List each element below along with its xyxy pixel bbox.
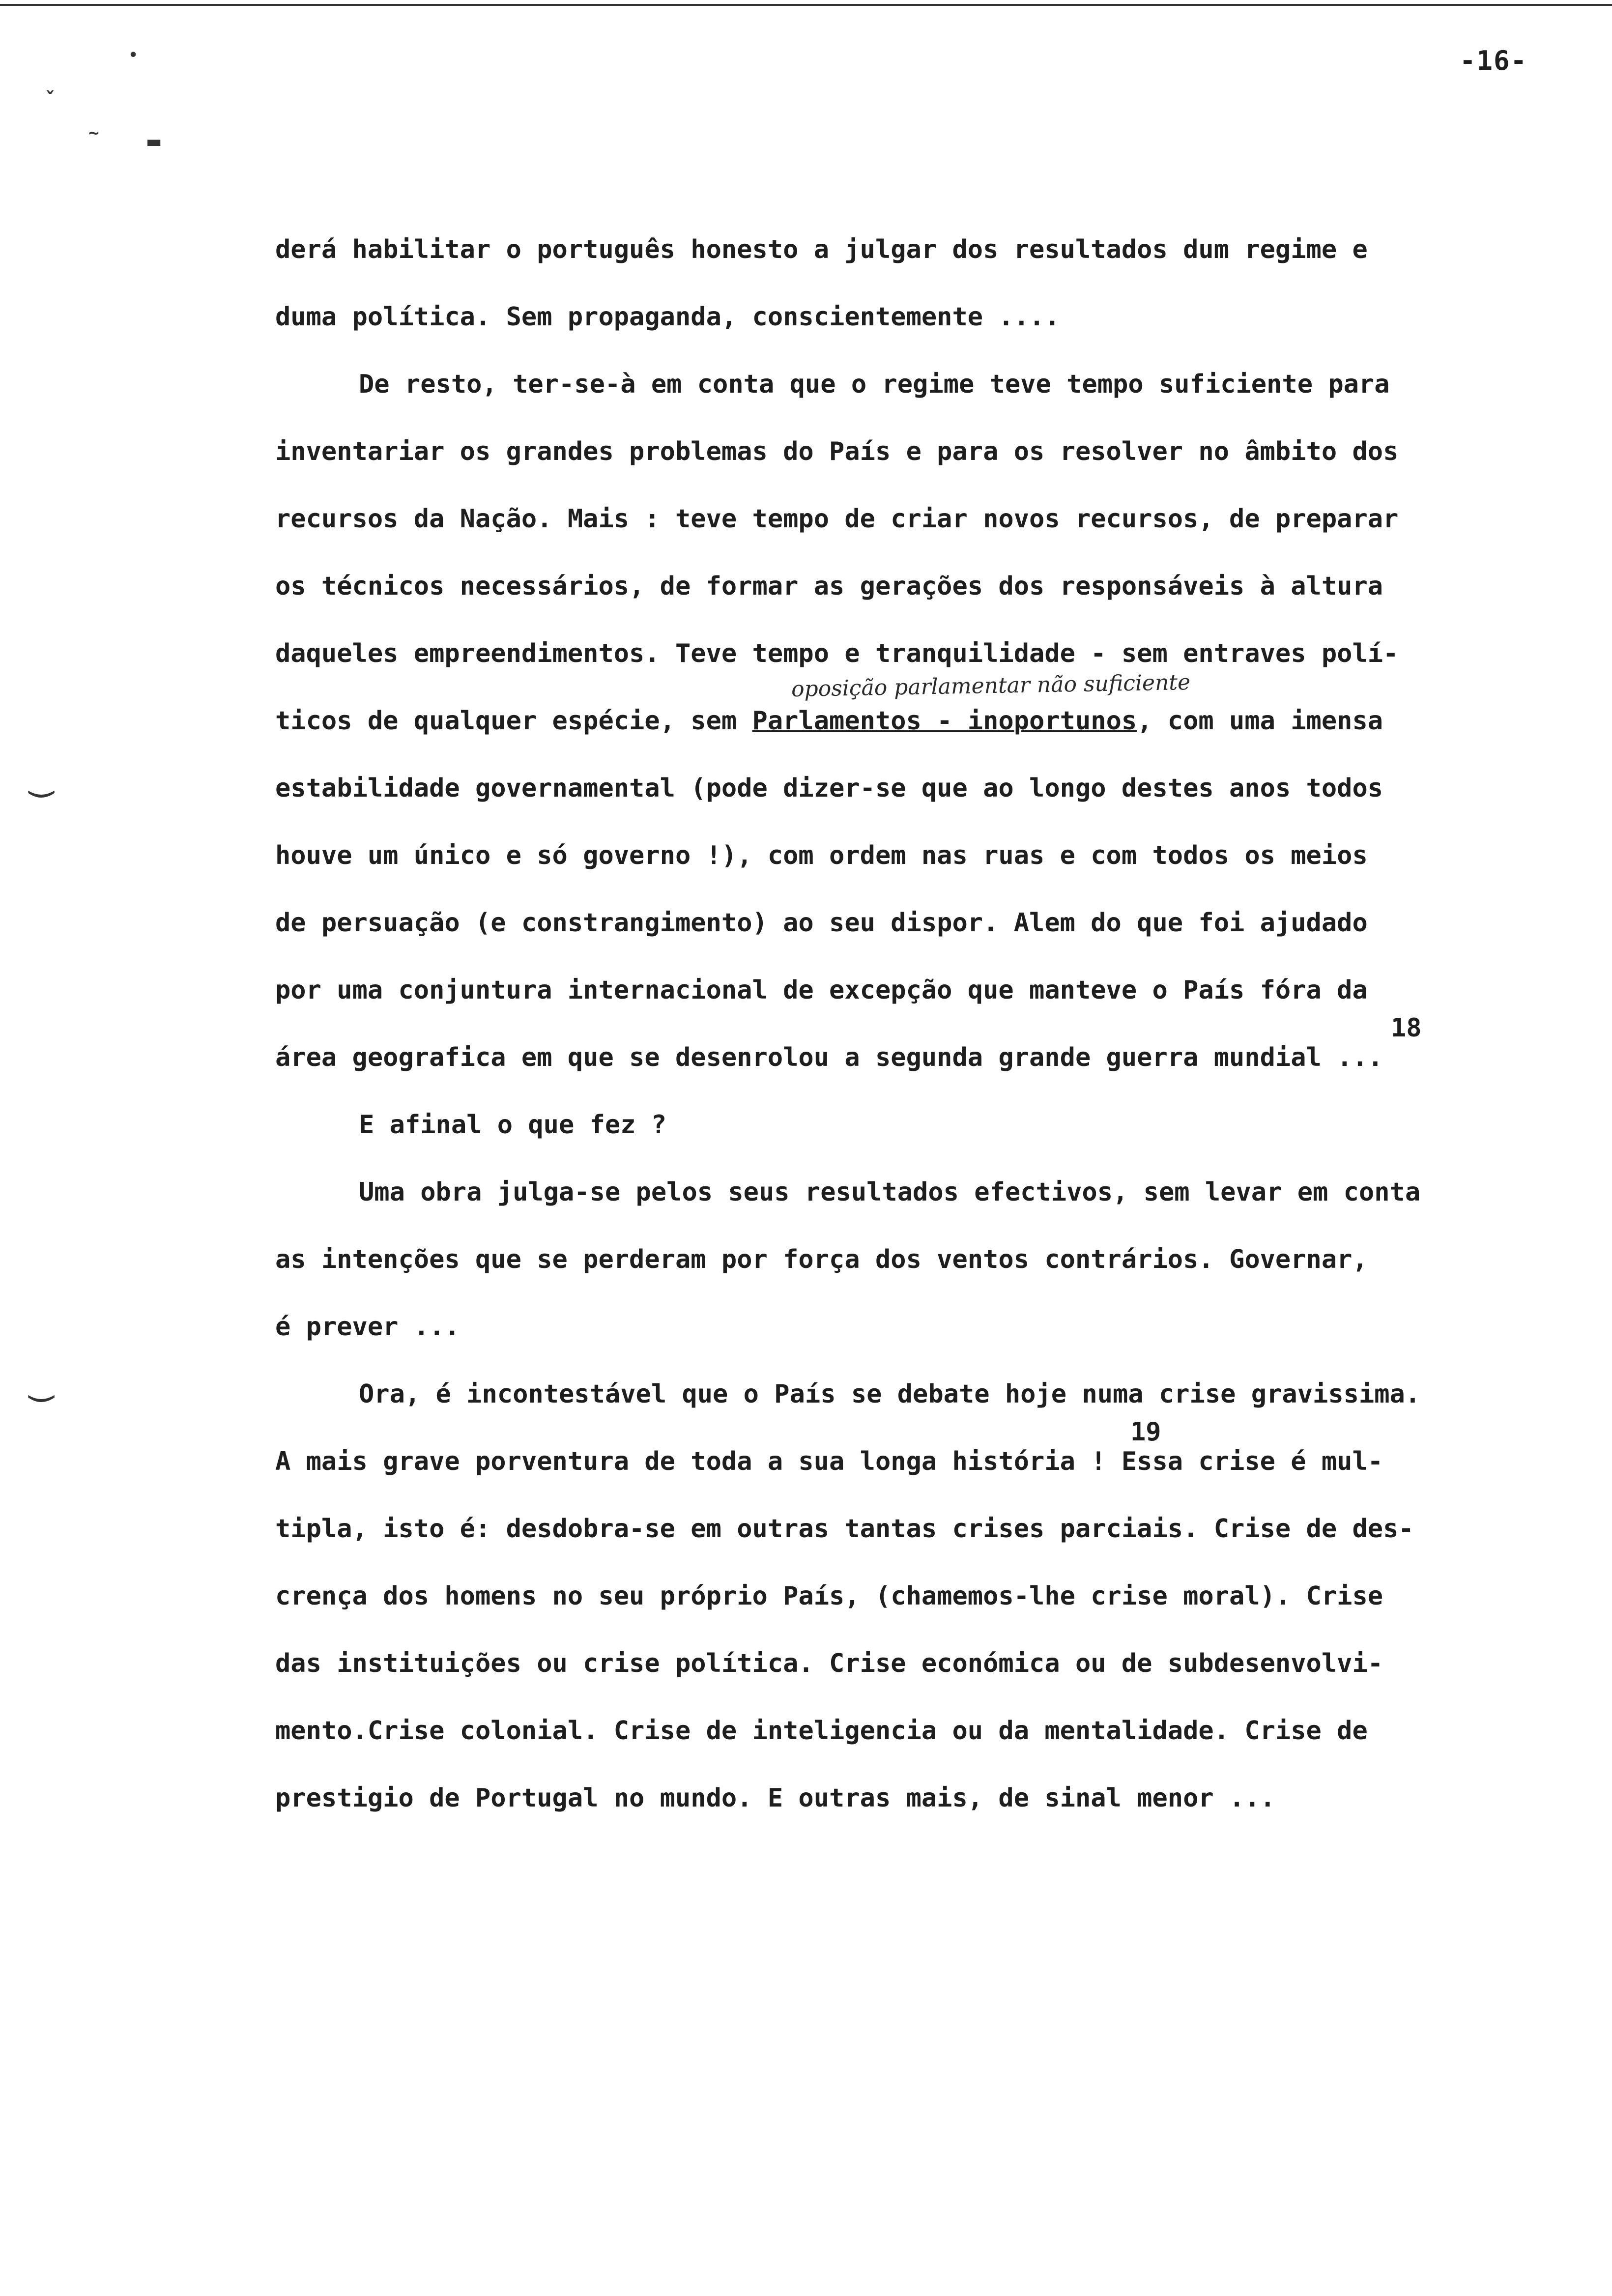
text-segment: ticos de qualquer espécie, sem <box>275 706 752 736</box>
page-number: -16- <box>1460 45 1528 76</box>
text-line: duma política. Sem propaganda, conscientemente .... <box>275 302 1060 332</box>
text-line: daqueles empreendimentos. Teve tempo e tranquilidade - sem entraves polí- <box>275 639 1399 668</box>
text-line: é prever ... <box>275 1312 460 1342</box>
text-line: houve um único e só governo !), com ordem nas ruas e com todos os meios <box>275 841 1368 870</box>
text-segment: área geografica em que se desenrolou a segunda grande guerra mundial ... <box>275 1043 1383 1072</box>
text-line: tipla, isto é: desdobra-se em outras tantas crises parciais. Crise de des- <box>275 1514 1414 1544</box>
margin-bracket-mark: ‿ <box>29 1356 54 1402</box>
margin-bracket-mark: ‿ <box>29 752 54 798</box>
top-rule <box>0 4 1612 6</box>
document-body <box>275 216 1514 1832</box>
scan-mark: • <box>129 47 138 64</box>
handwritten-insertion: oposição parlamentar não suficiente <box>791 669 1191 702</box>
text-line <box>275 1013 1514 1091</box>
text-line: por uma conjuntura internacional de excepção que manteve o País fóra da <box>275 976 1368 1005</box>
text-line: inventariar os grandes problemas do País e para os resolver no âmbito dos <box>275 437 1399 466</box>
text-line: crença dos homens no seu próprio País, (chamemos-lhe crise moral). Crise <box>275 1581 1383 1611</box>
text-line: Uma obra julga-se pelos seus resultados efectivos, sem levar em conta <box>359 1177 1421 1207</box>
text-line: as intenções que se perderam por força dos ventos contrários. Governar, <box>275 1245 1368 1274</box>
text-line: Ora, é incontestável que o País se debate hoje numa crise gravissima. <box>359 1379 1421 1409</box>
text-line: De resto, ter-se-à em conta que o regime teve tempo suficiente para <box>359 370 1390 399</box>
text-segment: , com uma imensa <box>1137 706 1383 736</box>
text-line: prestigio de Portugal no mundo. E outras mais, de sinal menor ... <box>275 1783 1275 1813</box>
text-line: derá habilitar o português honesto a julgar dos resultados dum regime e <box>275 235 1368 264</box>
scan-mark: ▬ <box>147 129 161 154</box>
footnote-number: 19 <box>1130 1417 1161 1447</box>
text-line <box>275 1417 1514 1495</box>
text-segment: A mais grave porventura de toda a sua longa história ! Essa crise é mul- <box>275 1447 1383 1476</box>
text-line: recursos da Nação. Mais : teve tempo de criar novos recursos, de preparar <box>275 504 1399 534</box>
text-line: os técnicos necessários, de formar as gerações dos responsáveis à altura <box>275 572 1383 601</box>
text-line: de persuação (e constrangimento) ao seu dispor. Alem do que foi ajudado <box>275 908 1368 938</box>
text-line: estabilidade governamental (pode dizer-se que ao longo destes anos todos <box>275 774 1383 803</box>
text-line: mento.Crise colonial. Crise de inteligencia ou da mentalidade. Crise de <box>275 1716 1368 1746</box>
struck-text: Parlamentos - inoportunos <box>752 706 1137 736</box>
scan-mark: ˇ <box>44 88 57 111</box>
text-line: das instituições ou crise política. Crise económica ou de subdesenvolvi- <box>275 1649 1383 1678</box>
text-line-with-strikethrough <box>275 688 1514 755</box>
scan-mark: ~ <box>88 123 99 143</box>
text-line: E afinal o que fez ? <box>359 1110 667 1140</box>
footnote-number: 18 <box>1391 1013 1422 1043</box>
